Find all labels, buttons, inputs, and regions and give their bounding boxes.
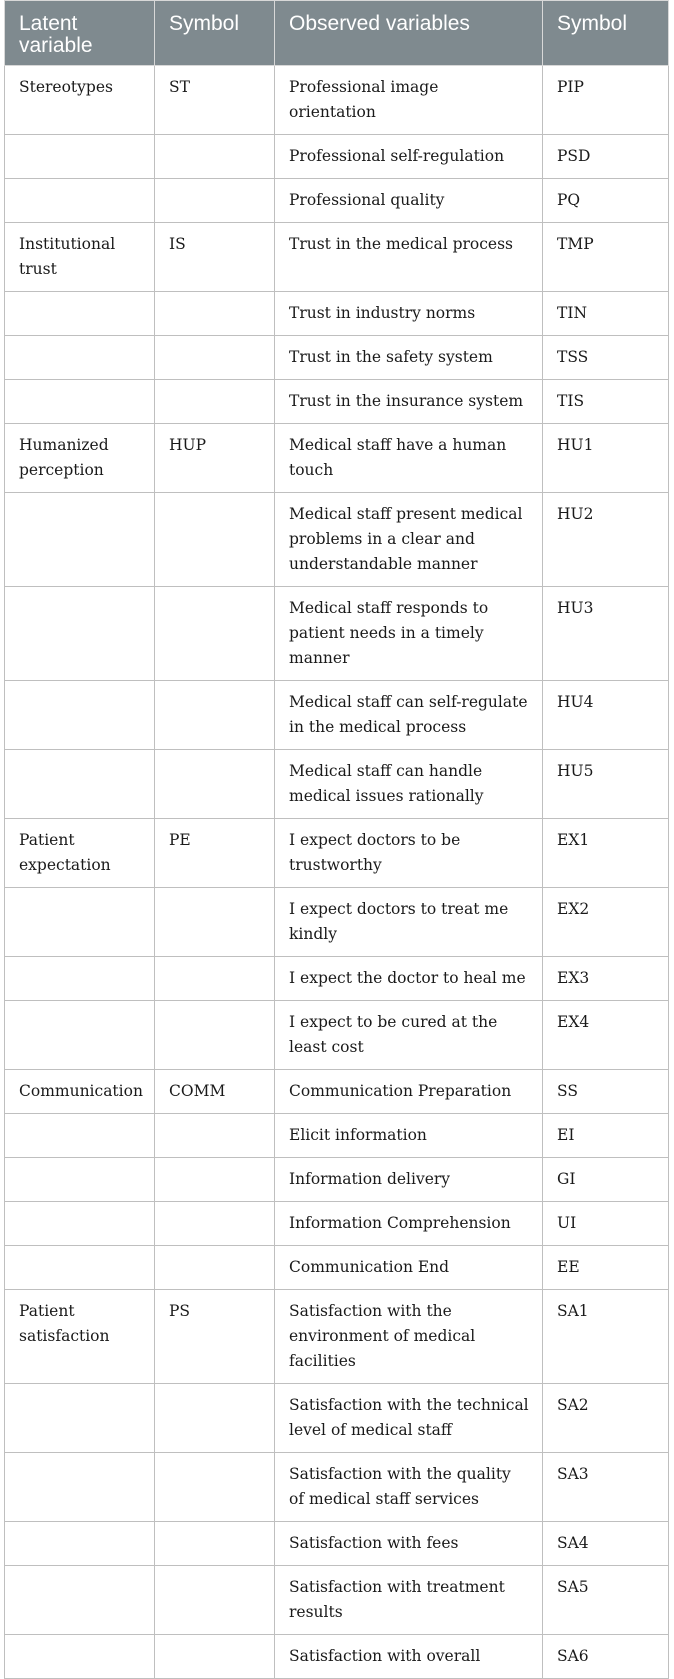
cell-latent-variable: Humanized perception — [5, 424, 155, 493]
table-row — [5, 681, 669, 750]
cell-latent-symbol — [155, 1114, 275, 1158]
cell-observed-variable: Satisfaction with the technical level of medical staff — [275, 1384, 543, 1453]
cell-latent-symbol — [155, 1566, 275, 1635]
cell-observed-variable: Medical staff present medical problems in a clear and understandable manner — [275, 493, 543, 587]
cell-latent-symbol — [155, 1635, 275, 1679]
cell-observed-symbol: TSS — [543, 336, 669, 380]
table-row — [5, 1384, 669, 1453]
cell-latent-variable — [5, 135, 155, 179]
cell-observed-symbol: PQ — [543, 179, 669, 223]
table-row — [5, 135, 669, 179]
cell-observed-variable: Satisfaction with fees — [275, 1522, 543, 1566]
table-row — [5, 1522, 669, 1566]
cell-latent-symbol — [155, 135, 275, 179]
cell-observed-symbol: GI — [543, 1158, 669, 1202]
cell-observed-variable: Trust in the medical process — [275, 223, 543, 292]
table-row — [5, 1246, 669, 1290]
cell-latent-symbol — [155, 587, 275, 681]
cell-observed-variable: Communication End — [275, 1246, 543, 1290]
cell-latent-variable — [5, 957, 155, 1001]
cell-observed-variable: Communication Preparation — [275, 1070, 543, 1114]
cell-observed-variable: Trust in the insurance system — [275, 380, 543, 424]
table-header — [5, 1, 669, 66]
cell-latent-symbol — [155, 336, 275, 380]
table-row — [5, 179, 669, 223]
cell-observed-variable: Professional image orientation — [275, 66, 543, 135]
cell-observed-variable: Satisfaction with treatment results — [275, 1566, 543, 1635]
cell-latent-variable — [5, 1635, 155, 1679]
table-row — [5, 336, 669, 380]
cell-latent-symbol: ST — [155, 66, 275, 135]
cell-observed-symbol: HU1 — [543, 424, 669, 493]
cell-observed-symbol: EX2 — [543, 888, 669, 957]
cell-latent-variable — [5, 1114, 155, 1158]
cell-observed-variable: I expect to be cured at the least cost — [275, 1001, 543, 1070]
cell-latent-symbol — [155, 888, 275, 957]
cell-latent-variable — [5, 1566, 155, 1635]
cell-observed-symbol: PSD — [543, 135, 669, 179]
table-row — [5, 1001, 669, 1070]
table-row — [5, 750, 669, 819]
cell-latent-symbol — [155, 681, 275, 750]
cell-latent-symbol — [155, 493, 275, 587]
cell-latent-variable — [5, 380, 155, 424]
cell-latent-symbol: IS — [155, 223, 275, 292]
cell-observed-variable: I expect doctors to treat me kindly — [275, 888, 543, 957]
cell-latent-symbol — [155, 292, 275, 336]
cell-latent-symbol: COMM — [155, 1070, 275, 1114]
cell-observed-variable: I expect the doctor to heal me — [275, 957, 543, 1001]
cell-latent-symbol — [155, 957, 275, 1001]
cell-observed-variable: Trust in the safety system — [275, 336, 543, 380]
cell-observed-symbol: SA5 — [543, 1566, 669, 1635]
cell-observed-variable: Elicit information — [275, 1114, 543, 1158]
cell-latent-variable — [5, 1001, 155, 1070]
cell-latent-symbol — [155, 1202, 275, 1246]
cell-latent-variable — [5, 1246, 155, 1290]
table-row — [5, 424, 669, 493]
cell-observed-variable: Medical staff can self-regulate in the medical process — [275, 681, 543, 750]
cell-observed-symbol: TMP — [543, 223, 669, 292]
cell-latent-symbol — [155, 1522, 275, 1566]
table-row — [5, 292, 669, 336]
cell-latent-variable: Institutional trust — [5, 223, 155, 292]
cell-latent-variable — [5, 1158, 155, 1202]
table-row — [5, 957, 669, 1001]
cell-latent-symbol — [155, 1158, 275, 1202]
cell-observed-variable: Satisfaction with the environment of medical facilities — [275, 1290, 543, 1384]
cell-latent-variable: Patient satisfaction — [5, 1290, 155, 1384]
table-row — [5, 223, 669, 292]
cell-latent-variable — [5, 681, 155, 750]
cell-latent-variable — [5, 1522, 155, 1566]
cell-observed-variable: Satisfaction with the quality of medical staff services — [275, 1453, 543, 1522]
table-row — [5, 819, 669, 888]
cell-observed-symbol: EE — [543, 1246, 669, 1290]
cell-latent-variable — [5, 888, 155, 957]
cell-observed-variable: Information delivery — [275, 1158, 543, 1202]
variables-table — [4, 0, 669, 1679]
header-observed-symbol: Symbol — [543, 1, 669, 66]
table-body — [5, 66, 669, 1679]
cell-observed-variable: Medical staff responds to patient needs in a timely manner — [275, 587, 543, 681]
cell-latent-variable: Stereotypes — [5, 66, 155, 135]
header-row — [5, 1, 669, 66]
cell-latent-variable — [5, 493, 155, 587]
table-row — [5, 493, 669, 587]
cell-observed-symbol: PIP — [543, 66, 669, 135]
cell-latent-variable — [5, 179, 155, 223]
cell-latent-symbol — [155, 1001, 275, 1070]
table-row — [5, 888, 669, 957]
cell-observed-variable: Medical staff can handle medical issues rationally — [275, 750, 543, 819]
cell-observed-variable: Medical staff have a human touch — [275, 424, 543, 493]
cell-latent-variable — [5, 292, 155, 336]
table-row — [5, 1566, 669, 1635]
table-row — [5, 1114, 669, 1158]
cell-latent-symbol — [155, 750, 275, 819]
cell-observed-symbol: SS — [543, 1070, 669, 1114]
cell-observed-symbol: HU2 — [543, 493, 669, 587]
cell-observed-variable: I expect doctors to be trustworthy — [275, 819, 543, 888]
cell-observed-variable: Professional self-regulation — [275, 135, 543, 179]
cell-observed-symbol: UI — [543, 1202, 669, 1246]
cell-latent-symbol: HUP — [155, 424, 275, 493]
cell-observed-symbol: SA3 — [543, 1453, 669, 1522]
cell-observed-symbol: SA6 — [543, 1635, 669, 1679]
cell-observed-symbol: EI — [543, 1114, 669, 1158]
cell-observed-symbol: EX4 — [543, 1001, 669, 1070]
cell-latent-symbol: PS — [155, 1290, 275, 1384]
cell-observed-symbol: SA4 — [543, 1522, 669, 1566]
cell-latent-variable — [5, 1453, 155, 1522]
cell-observed-symbol: EX3 — [543, 957, 669, 1001]
table-row — [5, 1290, 669, 1384]
cell-observed-variable: Satisfaction with overall — [275, 1635, 543, 1679]
cell-latent-variable — [5, 587, 155, 681]
cell-observed-symbol: EX1 — [543, 819, 669, 888]
cell-observed-symbol: TIS — [543, 380, 669, 424]
cell-latent-symbol — [155, 1453, 275, 1522]
header-latent-variable: Latent variable — [5, 1, 155, 66]
header-observed-variables: Observed variables — [275, 1, 543, 66]
cell-observed-variable: Professional quality — [275, 179, 543, 223]
cell-latent-symbol — [155, 380, 275, 424]
table-row — [5, 1070, 669, 1114]
cell-observed-symbol: HU3 — [543, 587, 669, 681]
cell-observed-symbol: HU4 — [543, 681, 669, 750]
cell-latent-variable — [5, 750, 155, 819]
cell-latent-variable: Communication — [5, 1070, 155, 1114]
cell-observed-variable: Information Comprehension — [275, 1202, 543, 1246]
table-row — [5, 1635, 669, 1679]
cell-latent-variable — [5, 336, 155, 380]
cell-observed-variable: Trust in industry norms — [275, 292, 543, 336]
cell-latent-symbol: PE — [155, 819, 275, 888]
cell-observed-symbol: TIN — [543, 292, 669, 336]
cell-latent-variable: Patient expectation — [5, 819, 155, 888]
cell-observed-symbol: SA1 — [543, 1290, 669, 1384]
header-symbol: Symbol — [155, 1, 275, 66]
cell-observed-symbol: SA2 — [543, 1384, 669, 1453]
cell-latent-variable — [5, 1202, 155, 1246]
cell-latent-symbol — [155, 1384, 275, 1453]
cell-observed-symbol: HU5 — [543, 750, 669, 819]
cell-latent-symbol — [155, 179, 275, 223]
cell-latent-variable — [5, 1384, 155, 1453]
table-row — [5, 1202, 669, 1246]
cell-latent-symbol — [155, 1246, 275, 1290]
table-row — [5, 1158, 669, 1202]
table-row — [5, 1453, 669, 1522]
table-row — [5, 380, 669, 424]
table-row — [5, 66, 669, 135]
table-row — [5, 587, 669, 681]
